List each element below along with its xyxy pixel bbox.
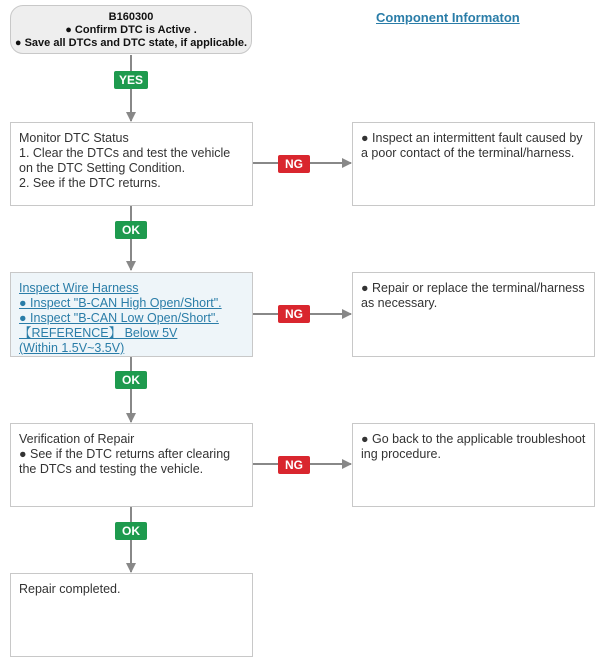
step-verification-of-repair bbox=[10, 423, 253, 507]
step-inspect-wire-harness bbox=[10, 272, 253, 357]
step-line: 2. See if the DTC returns. bbox=[19, 176, 161, 190]
ok-badge-1: OK bbox=[115, 221, 147, 239]
ng-badge-2: NG bbox=[278, 305, 310, 323]
result-line: ● Go back to the applicable troubleshoot bbox=[361, 432, 586, 446]
reference-range-link[interactable]: (Within 1.5V~3.5V) bbox=[19, 341, 125, 355]
result-line: as necessary. bbox=[361, 296, 438, 310]
step-monitor-dtc-status bbox=[10, 122, 253, 206]
step-line: 1. Clear the DTCs and test the vehicle bbox=[19, 146, 231, 160]
result-line: ● Repair or replace the terminal/harness bbox=[361, 281, 585, 295]
result-line: ● Inspect an intermittent fault caused by bbox=[361, 131, 583, 145]
result-line: ing procedure. bbox=[361, 447, 441, 461]
step-title: Repair completed. bbox=[19, 582, 121, 596]
step-line: on the DTC Setting Condition. bbox=[19, 161, 186, 175]
start-box bbox=[10, 5, 252, 54]
step-line: ● See if the DTC returns after clearing bbox=[19, 447, 231, 461]
inspect-wire-harness-link[interactable]: Inspect Wire Harness bbox=[19, 281, 139, 295]
step-title: Verification of Repair bbox=[19, 432, 135, 446]
inspect-bcan-high-link[interactable]: ● Inspect "B-CAN High Open/Short". bbox=[19, 296, 222, 310]
ng-badge-1: NG bbox=[278, 155, 310, 173]
ok-badge-2: OK bbox=[115, 371, 147, 389]
inspect-bcan-low-link[interactable]: ● Inspect "B-CAN Low Open/Short". bbox=[19, 311, 219, 325]
ok-badge-3: OK bbox=[115, 522, 147, 540]
start-line-1: ● Confirm DTC is Active . bbox=[65, 24, 197, 36]
result-line: a poor contact of the terminal/harness. bbox=[361, 146, 575, 160]
step-title: Monitor DTC Status bbox=[19, 131, 129, 145]
result-intermittent-fault bbox=[352, 122, 595, 206]
step-repair-completed bbox=[10, 573, 253, 657]
ng-badge-3: NG bbox=[278, 456, 310, 474]
yes-badge: YES bbox=[114, 71, 148, 89]
result-repair-harness bbox=[352, 272, 595, 357]
component-information-link[interactable]: Component Informaton bbox=[376, 10, 520, 25]
reference-voltage-link[interactable]: 【REFERENCE】 Below 5V bbox=[19, 326, 178, 340]
result-go-back-troubleshooting bbox=[352, 423, 595, 507]
dtc-code: B160300 bbox=[108, 11, 154, 23]
step-line: the DTCs and testing the vehicle. bbox=[19, 462, 204, 476]
start-line-2: ● Save all DTCs and DTC state, if applicable. bbox=[14, 37, 248, 49]
